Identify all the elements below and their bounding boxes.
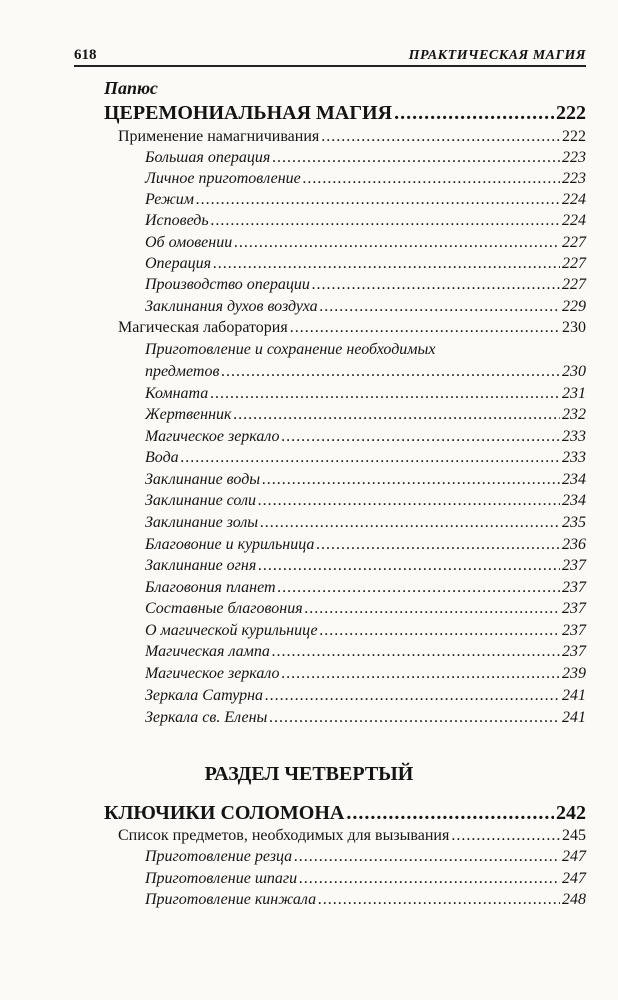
- toc-chapter-title: ЦЕРЕМОНИАЛЬНАЯ МАГИЯ: [104, 102, 393, 124]
- page-header: [74, 42, 586, 64]
- toc-entry-page: 233: [562, 428, 586, 445]
- toc-entry-page: 227: [562, 255, 586, 272]
- toc-entry: [145, 687, 586, 705]
- toc-entry-title: Режим: [145, 191, 194, 208]
- toc-leader: [290, 319, 560, 337]
- toc-entry: [145, 848, 586, 866]
- toc-leader: [282, 665, 560, 683]
- toc-entry: [145, 514, 586, 532]
- toc-entry-page: 227: [562, 234, 586, 251]
- toc-leader: [320, 298, 560, 316]
- toc-leader: [265, 687, 560, 705]
- toc-entry: [145, 557, 586, 575]
- toc-entry-page: 241: [562, 687, 586, 704]
- toc-entry: [145, 579, 586, 597]
- running-title: ПРАКТИЧЕСКАЯ МАГИЯ: [408, 48, 586, 63]
- toc-entry-title: Приготовление кинжала: [145, 891, 317, 908]
- toc-entry: [118, 319, 586, 337]
- toc-leader: [278, 579, 560, 597]
- toc-entry-page: 235: [562, 514, 586, 531]
- toc-chapter: [104, 802, 586, 825]
- toc-entry: [118, 128, 586, 146]
- toc-chapter-page: 242: [556, 802, 586, 824]
- toc-entry-title: Заклинание соли: [145, 492, 256, 509]
- toc-leader: [260, 514, 560, 532]
- toc-entry-page: 230: [562, 363, 586, 380]
- toc-entry-title: Зеркала св. Елены: [145, 709, 268, 726]
- toc-entry-title: предметов: [145, 363, 220, 380]
- toc-entry: [145, 385, 586, 403]
- toc-entry-title: Заклинание огня: [145, 557, 257, 574]
- toc-entry-title: Комната: [145, 385, 209, 402]
- toc-chapter: [104, 102, 586, 125]
- toc-entry-page: 223: [562, 149, 586, 166]
- toc-entry: [145, 212, 586, 230]
- toc-entry-page: 224: [562, 212, 586, 229]
- toc-entry-page: 232: [562, 406, 586, 423]
- toc-leader: [320, 622, 560, 640]
- toc-leader: [294, 848, 560, 866]
- toc-leader: [234, 406, 560, 424]
- toc-entry: [145, 255, 586, 273]
- toc-entry-page: 229: [562, 298, 586, 315]
- toc-entry-title: Зеркала Сатурна: [145, 687, 264, 704]
- toc-entry-page: 234: [562, 492, 586, 509]
- toc-entry: [118, 827, 586, 845]
- toc-entry: [145, 406, 586, 424]
- toc-entry-title: Магическая лаборатория: [118, 319, 288, 336]
- toc-entry: [145, 449, 586, 467]
- toc-entry-page: 247: [562, 870, 586, 887]
- toc-leader: [272, 643, 560, 661]
- toc-entry-title: Производство операции: [145, 276, 310, 293]
- toc-entry-page: 237: [562, 600, 586, 617]
- toc-entry-page: 223: [562, 170, 586, 187]
- toc-leader: [258, 557, 560, 575]
- toc-entry: [145, 428, 586, 446]
- toc-entry-page: 230: [562, 319, 586, 336]
- toc-leader: [210, 385, 560, 403]
- toc-entry: [145, 643, 586, 661]
- toc-entry-title: Исповедь: [145, 212, 209, 229]
- toc-entry-title: Об омовении: [145, 234, 233, 251]
- toc-leader: [299, 870, 560, 888]
- toc-leader: [262, 471, 560, 489]
- toc-leader: [316, 536, 560, 554]
- toc-entry-page: 241: [562, 709, 586, 726]
- toc-entry: [145, 709, 586, 727]
- toc-leader: [211, 212, 560, 230]
- toc-entry-title: Приготовление резца: [145, 848, 293, 865]
- toc-entry: [145, 298, 586, 316]
- toc-entry-title: Список предметов, необходимых для вызывания: [118, 827, 450, 844]
- toc-entry-title: Магическая лампа: [145, 643, 270, 660]
- toc-entry-page: 231: [562, 385, 586, 402]
- toc-entry: [145, 665, 586, 683]
- toc-entry: [145, 234, 586, 252]
- toc-entry-page: 248: [562, 891, 586, 908]
- toc-leader: [282, 428, 560, 446]
- toc-entry: [145, 870, 586, 888]
- toc-entry-page: 247: [562, 848, 586, 865]
- toc-chapter-title: КЛЮЧИКИ СОЛОМОНА: [104, 802, 345, 824]
- toc-entry: [145, 276, 586, 294]
- toc-entry-title: Приготовление шпаги: [145, 870, 298, 887]
- toc-entry-title: Магическое зеркало: [145, 428, 280, 445]
- toc-leader: [272, 149, 560, 167]
- toc-entry-page: 239: [562, 665, 586, 682]
- toc-entry: [145, 536, 586, 554]
- toc-entry-title: Заклинания духов воздуха: [145, 298, 318, 315]
- toc-entry: [145, 891, 586, 909]
- toc-entry-title-line1: Приготовление и сохранение необходимых: [145, 341, 436, 358]
- toc-entry-title: Большая операция: [145, 149, 271, 166]
- author-name: Папюс: [104, 78, 158, 98]
- toc-entry: [145, 622, 586, 640]
- toc-entry-page: 237: [562, 643, 586, 660]
- toc-leader: [321, 128, 560, 146]
- toc-entry-page: 245: [562, 827, 586, 844]
- toc-entry-page: 237: [562, 579, 586, 596]
- toc-entry-title: О магической курильнице: [145, 622, 318, 639]
- toc-leader: [303, 170, 560, 188]
- toc-leader: [305, 600, 560, 618]
- toc-entry: [145, 191, 586, 209]
- toc-entry: [145, 492, 586, 510]
- toc-entry: [145, 170, 586, 188]
- toc-leader: [451, 827, 560, 845]
- toc-leader: [181, 449, 560, 467]
- toc-entry: [145, 600, 586, 618]
- toc-entry-title: Вода: [145, 449, 179, 466]
- header-rule: [74, 65, 586, 67]
- toc-entry-title: Благовоние и курильница: [145, 536, 315, 553]
- section-heading: РАЗДЕЛ ЧЕТВЕРТЫЙ: [204, 763, 414, 785]
- toc-leader: [318, 891, 560, 909]
- toc-entry-title: Составные благовония: [145, 600, 303, 617]
- toc-leader: [234, 234, 560, 252]
- toc-entry-title: Заклинание золы: [145, 514, 259, 531]
- toc-leader: [312, 276, 560, 294]
- toc-entry: [145, 471, 586, 489]
- toc-entry-page: 227: [562, 276, 586, 293]
- toc-entry-title: Магическое зеркало: [145, 665, 280, 682]
- toc-entry: [145, 149, 586, 167]
- toc-leader: [196, 191, 560, 209]
- toc-chapter-page: 222: [556, 102, 586, 124]
- toc-leader: [258, 492, 560, 510]
- toc-entry-title: Операция: [145, 255, 212, 272]
- toc-entry: [145, 363, 586, 381]
- toc-leader: [394, 102, 554, 125]
- toc-entry-title: Жертвенник: [145, 406, 232, 423]
- toc-entry-title: Личное приготовление: [145, 170, 301, 187]
- toc-entry-title: Применение намагничивания: [118, 128, 320, 145]
- toc-leader: [213, 255, 560, 273]
- toc-entry-page: 233: [562, 449, 586, 466]
- toc-entry-page: 237: [562, 557, 586, 574]
- toc-leader: [346, 802, 554, 825]
- toc-entry-title: Заклинание воды: [145, 471, 261, 488]
- toc-leader: [269, 709, 560, 727]
- toc-entry-page: 234: [562, 471, 586, 488]
- page-number: 618: [74, 47, 97, 63]
- toc-entry-page: 224: [562, 191, 586, 208]
- toc-entry-page: 237: [562, 622, 586, 639]
- toc-entry-page: 222: [562, 128, 586, 145]
- toc-leader: [221, 363, 560, 381]
- toc-entry-page: 236: [562, 536, 586, 553]
- toc-entry-title: Благовония планет: [145, 579, 276, 596]
